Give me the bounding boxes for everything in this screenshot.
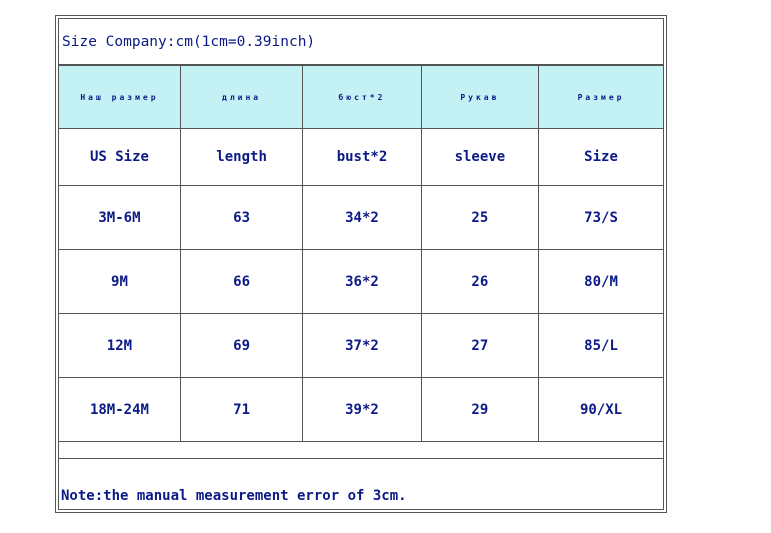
bust-cell: 39*2 [303,378,421,442]
bust-cell: 36*2 [303,250,421,314]
length-cell: 66 [180,250,302,314]
us-size-cell: 9M [59,250,180,314]
english-header-cell: bust*2 [303,129,421,186]
length-cell: 63 [180,186,302,250]
english-header-cell: length [180,129,302,186]
table-row [59,250,663,314]
english-header-cell: sleeve [421,129,538,186]
size-chart [55,15,667,513]
size-cell: 73/S [539,186,663,250]
english-header-row [59,129,663,186]
russian-header-cell: Размер [539,66,663,129]
sleeve-cell: 25 [421,186,538,250]
table-row [59,186,663,250]
measurement-note: Note:the manual measurement error of 3cm. [59,458,663,511]
bust-cell: 37*2 [303,314,421,378]
sleeve-cell: 27 [421,314,538,378]
us-size-cell: 3M-6M [59,186,180,250]
size-chart-frame [58,18,664,510]
table-row [59,314,663,378]
sleeve-cell: 29 [421,378,538,442]
russian-header-cell: длина [180,66,302,129]
russian-header-cell: Рукав [421,66,538,129]
us-size-cell: 12M [59,314,180,378]
russian-header-cell: бюст*2 [303,66,421,129]
english-header-cell: US Size [59,129,180,186]
size-cell: 80/M [539,250,663,314]
english-header-cell: Size [539,129,663,186]
size-cell: 90/XL [539,378,663,442]
size-table [59,65,663,442]
length-cell: 71 [180,378,302,442]
russian-header-cell: Наш размер [59,66,180,129]
bust-cell: 34*2 [303,186,421,250]
size-cell: 85/L [539,314,663,378]
us-size-cell: 18M-24M [59,378,180,442]
table-row [59,378,663,442]
russian-header-row [59,66,663,129]
length-cell: 69 [180,314,302,378]
chart-title: Size Company:cm(1cm=0.39inch) [59,19,663,65]
sleeve-cell: 26 [421,250,538,314]
